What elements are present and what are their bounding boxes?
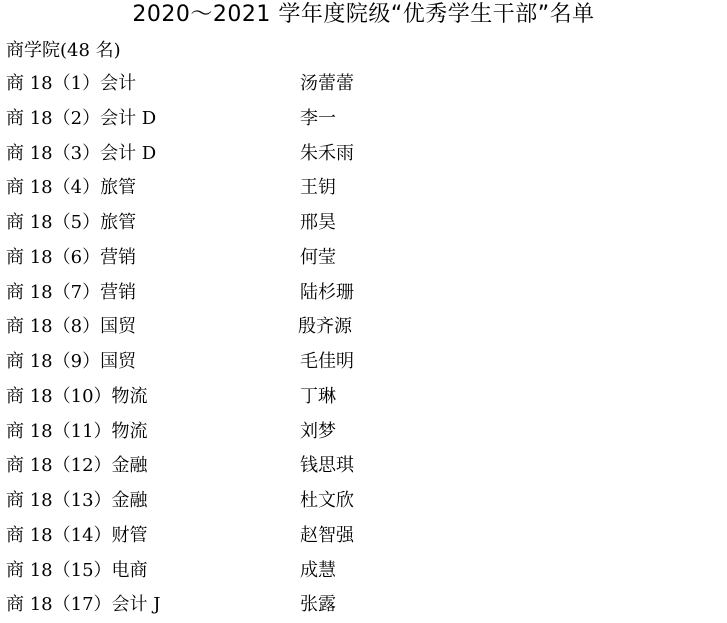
- list-row: [0, 171, 727, 206]
- student-name: 毛佳明: [300, 351, 354, 372]
- list-row: [0, 345, 727, 380]
- student-name: 朱禾雨: [300, 142, 354, 164]
- student-name: 汤蕾蕾: [300, 73, 354, 94]
- student-list: [0, 67, 727, 623]
- class-name: 商 18（1）会计: [6, 73, 137, 94]
- class-name: 商 18（17）会计 J: [6, 594, 161, 616]
- student-name: 张露: [300, 594, 336, 616]
- class-name: 商 18（13）金融: [6, 490, 148, 511]
- list-row: [0, 67, 727, 102]
- class-name: 商 18（6）营销: [6, 246, 137, 268]
- list-row: [0, 310, 727, 345]
- list-row: [0, 380, 727, 415]
- list-row: [0, 449, 727, 484]
- class-name: 商 18（2）会计 D: [6, 107, 157, 129]
- student-name: 王钥: [300, 177, 336, 199]
- class-name: 商 18（12）金融: [6, 455, 148, 477]
- list-row: [0, 519, 727, 554]
- list-row: [0, 554, 727, 589]
- list-row: [0, 276, 727, 311]
- student-name: 钱思琪: [300, 455, 354, 477]
- list-row: [0, 588, 727, 623]
- class-name: 商 18（15）电商: [6, 559, 148, 581]
- class-name: 商 18（8）国贸: [6, 316, 137, 338]
- class-name: 商 18（5）旅管: [6, 212, 137, 233]
- list-row: [0, 241, 727, 276]
- student-name: 殷齐源: [298, 316, 352, 338]
- list-row: [0, 137, 727, 172]
- student-name: 丁琳: [300, 385, 336, 407]
- class-name: 商 18（7）营销: [6, 281, 137, 303]
- section-heading: 商学院(48 名): [6, 40, 121, 61]
- list-row: [0, 484, 727, 519]
- student-name: 赵智强: [300, 524, 354, 546]
- student-name: 刘梦: [300, 420, 336, 442]
- class-name: 商 18（9）国贸: [6, 351, 137, 372]
- student-name: 陆杉珊: [300, 281, 354, 303]
- student-name: 成慧: [300, 559, 336, 581]
- class-name: 商 18（3）会计 D: [6, 142, 157, 164]
- student-name: 李一: [300, 107, 336, 129]
- document-title: 2020～2021 学年度院级“优秀学生干部”名单: [132, 2, 595, 27]
- list-row: [0, 415, 727, 450]
- student-name: 何莹: [300, 246, 336, 268]
- student-name: 邢昊: [300, 212, 336, 233]
- list-row: [0, 206, 727, 241]
- class-name: 商 18（14）财管: [6, 524, 148, 546]
- class-name: 商 18（11）物流: [6, 420, 148, 442]
- class-name: 商 18（10）物流: [6, 385, 148, 407]
- class-name: 商 18（4）旅管: [6, 177, 137, 199]
- list-row: [0, 102, 727, 137]
- student-name: 杜文欣: [300, 490, 354, 511]
